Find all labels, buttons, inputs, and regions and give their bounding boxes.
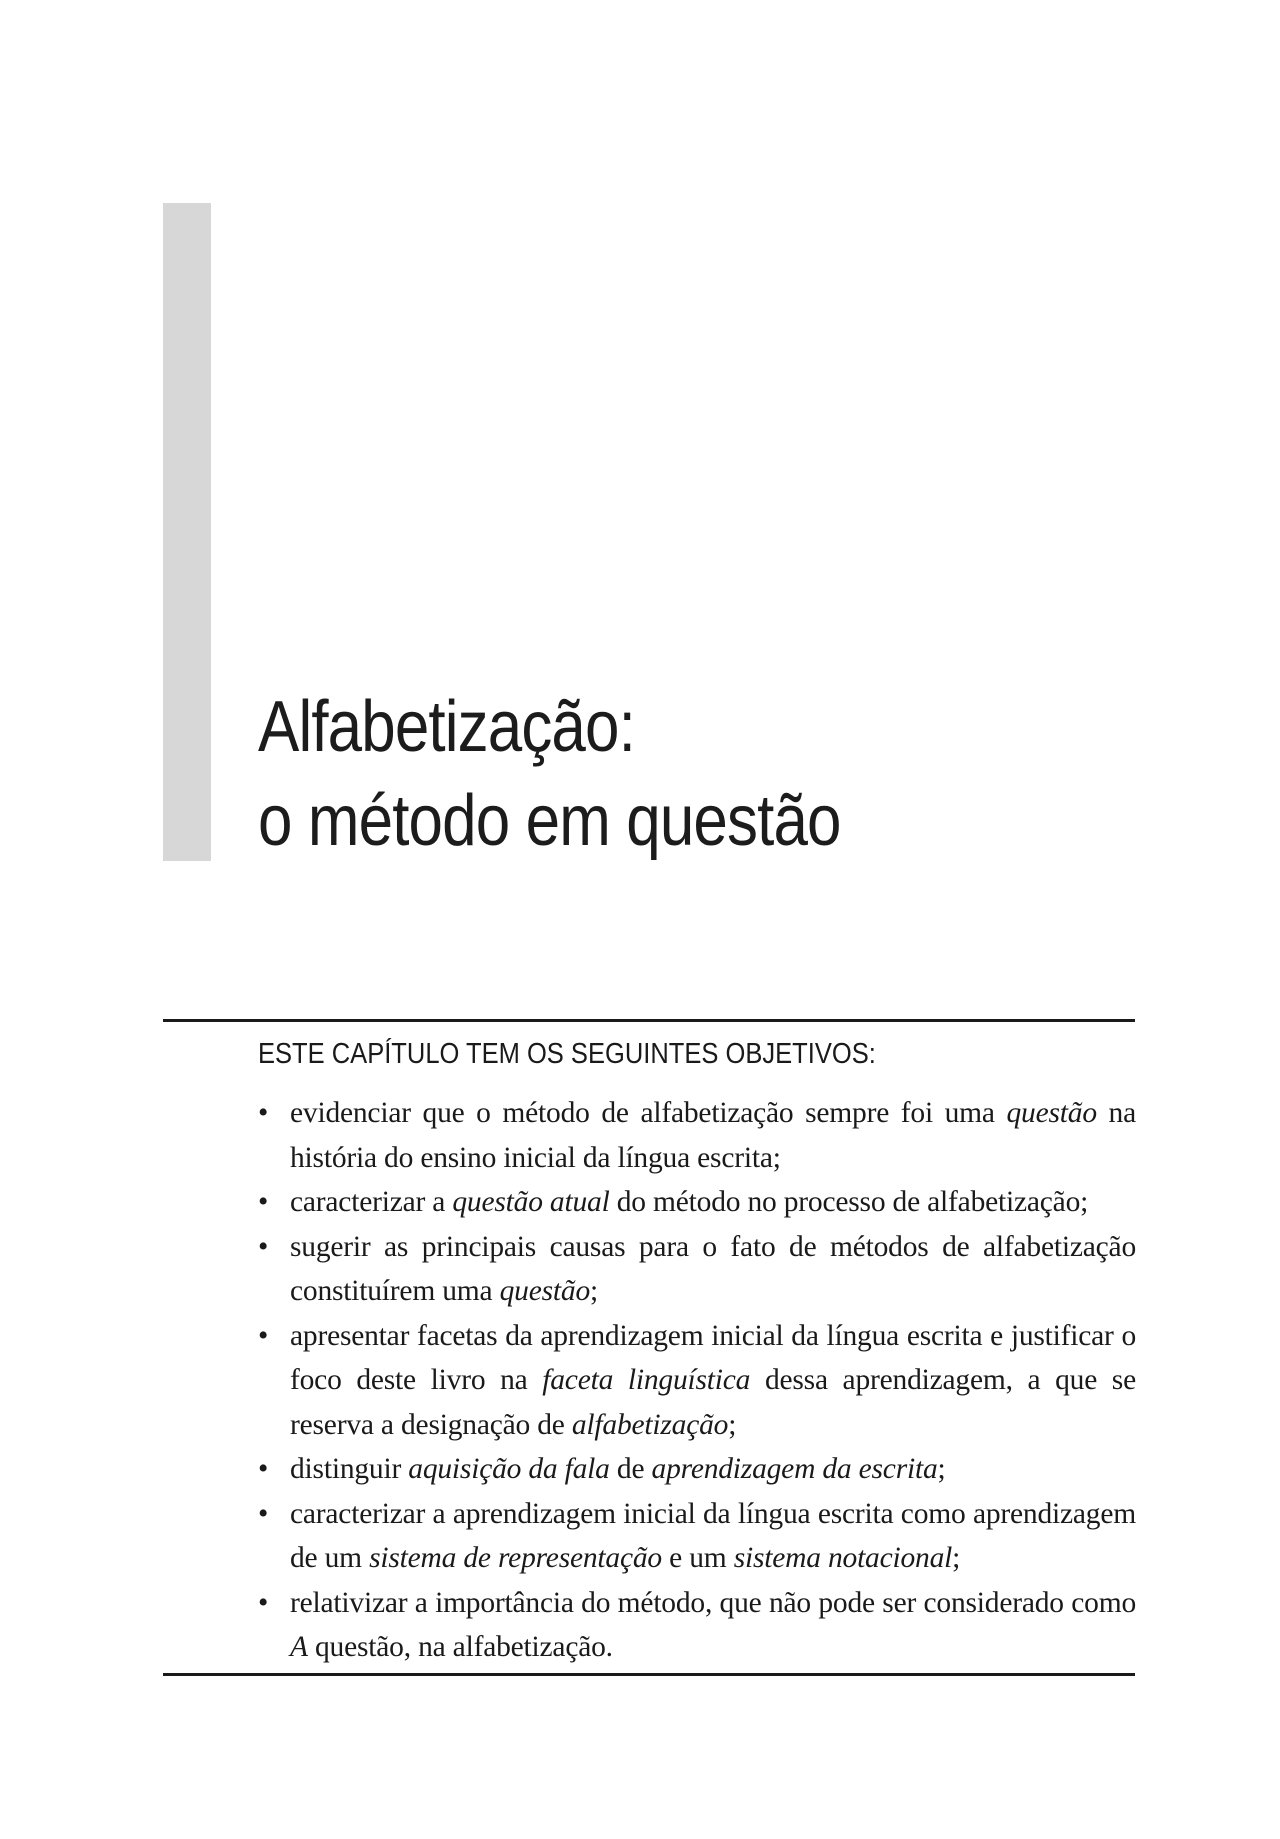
objective-emphasis: sistema de representação [369,1542,662,1574]
objective-text: e um [661,1542,734,1574]
objective-emphasis: sistema notacional [733,1542,953,1574]
objective-emphasis: questão [499,1275,590,1307]
objective-text: distinguir [290,1453,409,1485]
objective-emphasis: questão [1006,1097,1097,1129]
objective-text: na história do ensino inicial da língua escrita; [290,1097,1136,1174]
objective-item-3 [258,1225,1136,1314]
chapter-side-bar [163,203,211,861]
chapter-title-line-1: Alfabetização: [258,687,635,767]
objectives-top-rule [163,1019,1135,1022]
objective-text: de [609,1453,652,1485]
bullet-glyph: • [258,1186,269,1218]
objective-emphasis: aprendizagem da escrita [651,1453,938,1485]
objective-emphasis: questão atual [452,1186,610,1218]
objectives-list [258,1091,1136,1670]
objective-emphasis: alfabetização [571,1408,729,1441]
objective-text: ; [937,1453,946,1485]
objective-emphasis: faceta linguística [542,1364,751,1396]
objective-item-4 [258,1314,1136,1448]
objective-text: caracterizar a [290,1186,453,1218]
objective-text: dessa aprendizagem, a que se reserva a designação de [290,1364,1136,1441]
objective-text: caracterizar a aprendizagem inicial da língua escrita como aprendizagem de um [290,1497,1136,1574]
bullet-glyph: • [258,1230,269,1263]
objective-item-5 [258,1447,1136,1492]
bullet-glyph: • [258,1319,269,1352]
objective-item-1 [258,1091,1136,1180]
objective-item-7 [258,1581,1136,1670]
objective-emphasis: aquisição da fala [408,1453,610,1485]
objectives-heading: ESTE CAPÍTULO TEM OS SEGUINTES OBJETIVOS: [258,1038,876,1070]
objective-text: ; [728,1408,737,1441]
objective-item-2 [258,1180,1136,1225]
objective-emphasis: A [290,1631,308,1663]
objectives-bottom-rule [163,1673,1135,1676]
objective-text: do método no processo de alfabetização; [609,1186,1089,1218]
chapter-title [258,680,841,868]
bullet-glyph: • [258,1453,269,1485]
bullet-glyph: • [258,1586,269,1619]
objective-text: sugerir as principais causas para o fato de métodos de alfabetização constituírem uma [290,1230,1136,1307]
objective-text: evidenciar que o método de alfabetização sempre foi uma [290,1097,1007,1129]
objective-text: questão, na alfabetização. [307,1631,613,1663]
bullet-glyph: • [258,1097,269,1129]
chapter-title-line-2: o método em questão [258,781,841,861]
objective-item-6 [258,1492,1136,1581]
objective-text: relativizar a importância do método, que não pode ser considerado como [290,1586,1136,1619]
objective-text: apresentar facetas da aprendizagem inicial da língua escrita e justificar o foco deste livro na [290,1319,1136,1396]
objective-text: ; [952,1542,961,1574]
bullet-glyph: • [258,1497,269,1530]
objective-text: ; [590,1275,598,1307]
